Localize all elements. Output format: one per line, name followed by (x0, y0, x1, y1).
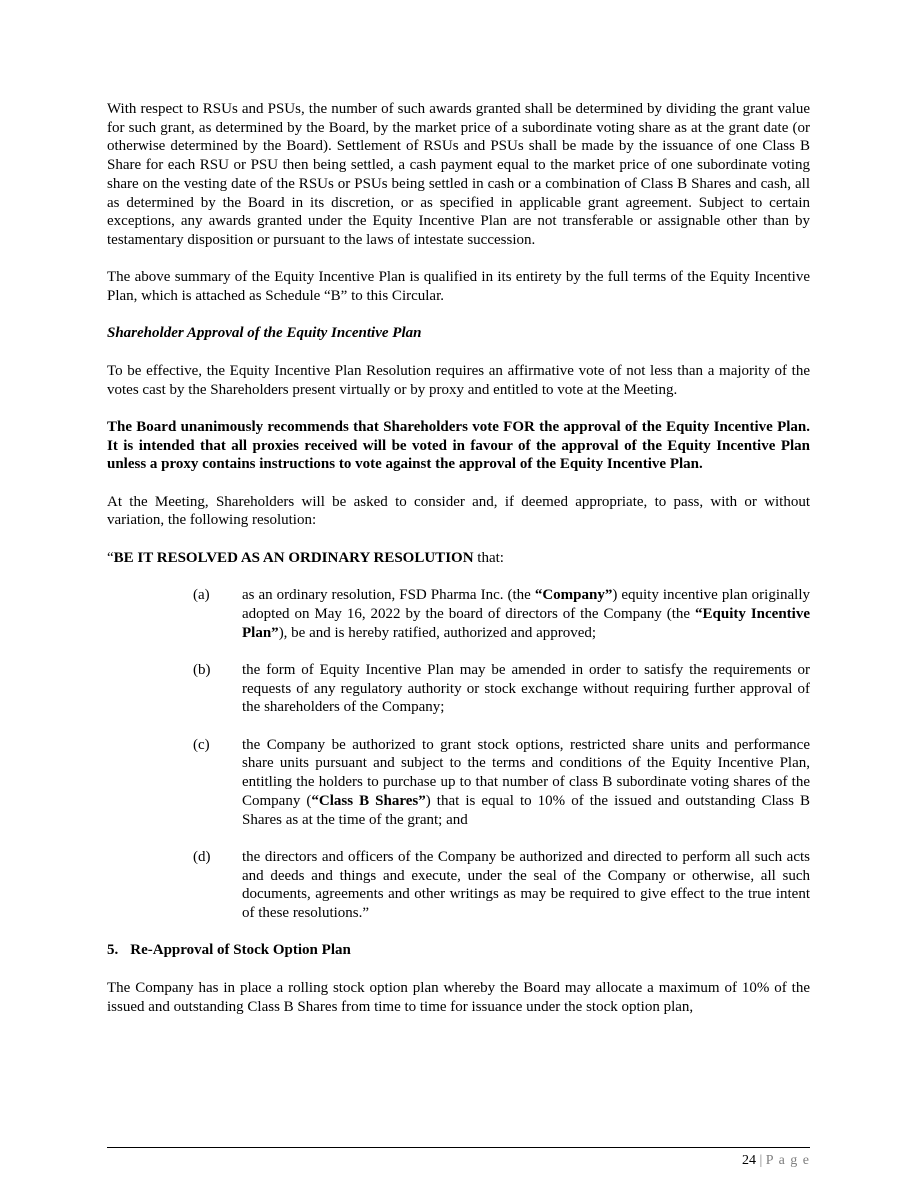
resolution-item-label: (b) (193, 661, 211, 678)
paragraph-rsu-psu-settlement: With respect to RSUs and PSUs, the number of such awards granted shall be determined by dividing the grant value for such grant, as determined by the Board, by the market price of a subordinate voting share as at the grant date (or otherwise determined by the Board). Settlement of RSUs and PSUs shall be made by the issuance of one Class B Share for each RSU or PSU then being settled, a cash payment equal to the market price of one subordinate voting share on the vesting date of the RSUs or PSUs being settled in cash or a combination of Class B Shares and cash, all as determined by the Board in its discretion, or as specified in applicable grant agreement. Subject to certain exceptions, any awards granted under the Equity Incentive Plan are not transferable or assignable other than by testamentary disposition or pursuant to the laws of intestate succession. (107, 101, 810, 248)
heading-shareholder-approval: Shareholder Approval of the Equity Incentive Plan (107, 325, 422, 342)
resolution-item-text: the form of Equity Incentive Plan may be amended in order to satisfy the requirements or requests of any regulatory authority or stock exchange without requiring further approval of the shareholders of the Company; (242, 661, 810, 716)
resolution-item-text: the Company be authorized to grant stock options, restricted share units and performance share units pursuant and subject to the terms and conditions of the Equity Incentive Plan, entitling the holders to purchase up to that number of class B subordinate voting shares of the Company (“Class B Shares”) that is equal to 10% of the issued and outstanding Class B Shares as at the time of the grant; and (242, 736, 811, 828)
footer-divider (107, 1147, 810, 1148)
footer-page-label: P a g e (765, 1153, 810, 1168)
footer-separator: | (759, 1153, 763, 1168)
resolution-item-label: (d) (193, 848, 211, 865)
resolution-item-c (107, 736, 810, 830)
page-number: 24 (741, 1153, 756, 1168)
paragraph-vote-requirement: To be effective, the Equity Incentive Plan Resolution requires an affirmative vote of not less than a majority of the votes cast by the Shareholders present virtually or by proxy and entitled to vote at the Meeting. (107, 362, 810, 398)
resolution-item-d (107, 848, 810, 923)
resolution-intro: “BE IT RESOLVED AS AN ORDINARY RESOLUTION that: (107, 549, 504, 566)
page-content (107, 100, 810, 1035)
resolution-item-label: (a) (193, 587, 210, 604)
paragraph-stock-option-plan: The Company has in place a rolling stock option plan whereby the Board may allocate a maximum of 10% of the issued and outstanding Class B Shares from time to time for issuance under the stock option plan, (107, 979, 810, 1015)
paragraph-summary-qualified: The above summary of the Equity Incentive Plan is qualified in its entirety by the full terms of the Equity Incentive Plan, which is attached as Schedule “B” to this Circular. (107, 269, 810, 305)
resolution-item-text: as an ordinary resolution, FSD Pharma Inc. (the “Company”) equity incentive plan originally adopted on May 16, 2022 by the board of directors of the Company (the “Equity Incentive Plan”), be and is hereby ratified, authorized and approved; (242, 587, 810, 641)
resolution-item-b (107, 661, 810, 717)
resolution-item-a (107, 586, 810, 642)
paragraph-meeting-resolution: At the Meeting, Shareholders will be asked to consider and, if deemed appropriate, to pass, with or without variation, the following resolution: (107, 493, 810, 529)
resolution-item-text: the directors and officers of the Company be authorized and directed to perform all such acts and deeds and things and execute, under the seal of the Company or otherwise, all such documents, agreements and other writings as may be required to give effect to the true intent of these resolutions.” (242, 848, 810, 922)
resolution-item-label: (c) (193, 736, 210, 753)
heading-section-number: 5. (107, 942, 119, 959)
paragraph-board-recommendation: The Board unanimously recommends that Shareholders vote FOR the approval of the Equity Incentive Plan. It is intended that all proxies received will be voted in favour of the approval of the Equity Incentive Plan unless a proxy contains instructions to vote against the approval of the Equity Incentive Plan. (107, 418, 810, 473)
heading-stock-option-plan (107, 941, 810, 960)
page-footer (742, 1152, 810, 1170)
heading-section-title: Re-Approval of Stock Option Plan (130, 942, 351, 959)
